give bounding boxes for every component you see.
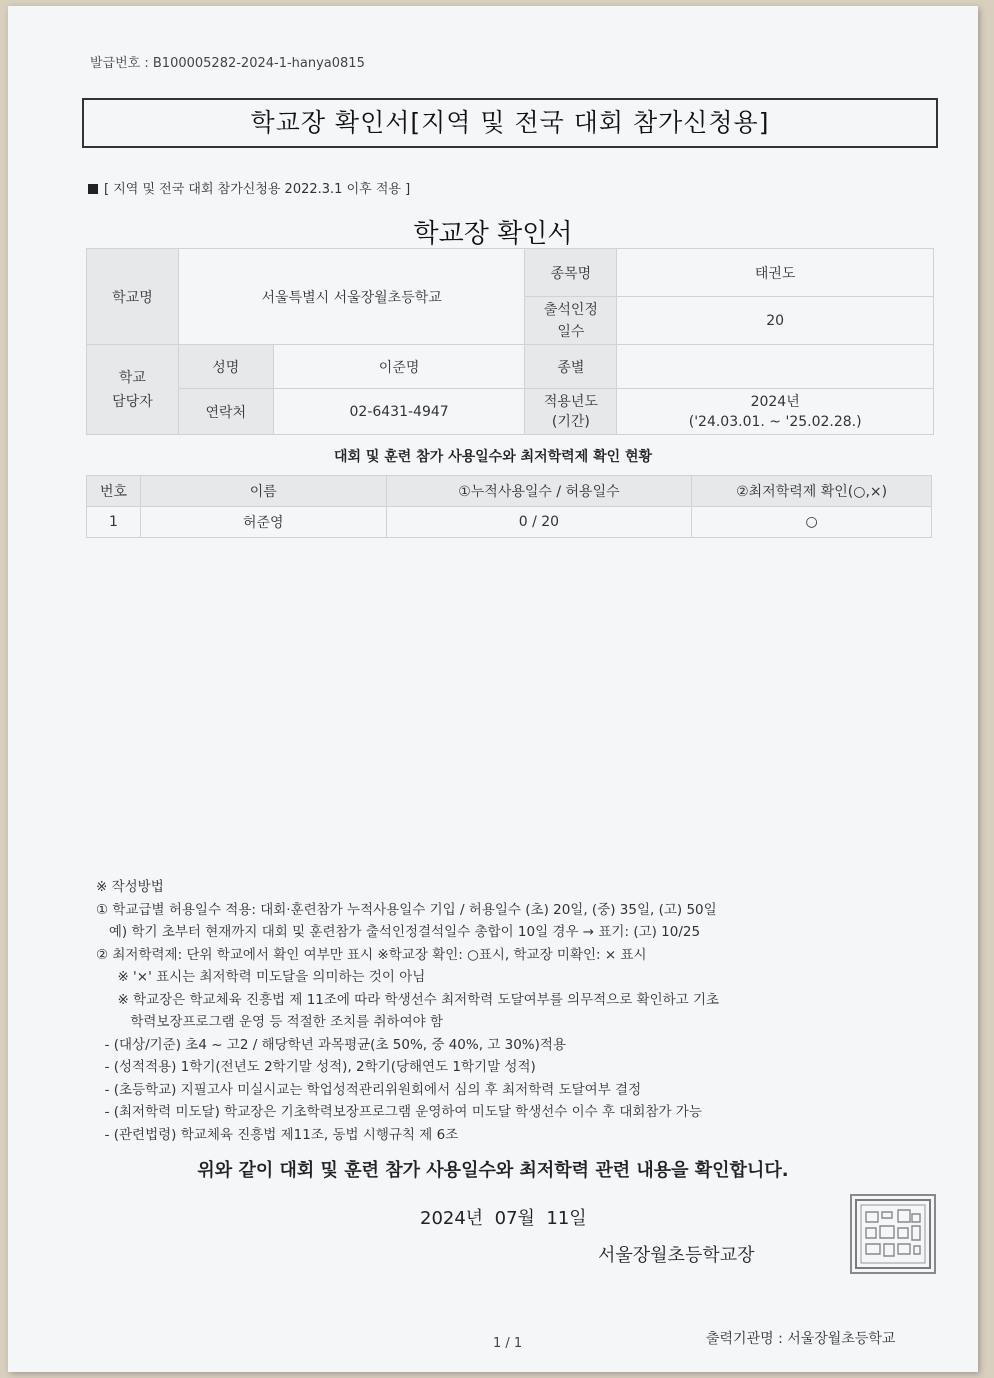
subtitle: [ 지역 및 전국 대회 참가신청용 2022.3.1 이후 적용 ] [104, 182, 411, 197]
category-value [617, 345, 934, 389]
subtitle-line [88, 178, 410, 197]
page-number: 1 / 1 [493, 1336, 523, 1351]
note-line: - (관련법령) 학교체육 진흥법 제11조, 동법 시행규칙 제 6조 [96, 1126, 459, 1143]
table-row [87, 507, 932, 538]
name-label: 성명 [178, 345, 273, 389]
bullet-square-icon [88, 184, 98, 194]
confirmation-statement: 위와 같이 대회 및 훈련 참가 사용일수와 최저학력 관련 내용을 확인합니다. [197, 1160, 789, 1181]
note-line: - (초등학교) 지필고사 미실시교는 학업성적관리위원회에서 심의 후 최저학력 도달여부 결정 [96, 1081, 642, 1098]
note-line: ※ 작성방법 [96, 879, 164, 895]
issuing-institution: 출력기관명 : 서울장월초등학교 [706, 1331, 896, 1347]
header-name: 이름 [140, 476, 386, 507]
note-line: 학력보장프로그램 운영 등 적절한 조치를 취하여야 함 [96, 1014, 443, 1030]
usage-table [86, 475, 932, 538]
writing-guide [96, 876, 896, 1146]
header-usage-days: ①누적사용일수 / 허용일수 [386, 476, 692, 507]
attend-label: 출석인정 일수 [525, 297, 617, 345]
year-label: 적용년도 (기간) [525, 389, 617, 435]
header-min-academic: ②최저학력제 확인(○,×) [692, 476, 932, 507]
manager-label: 학교 담당자 [87, 345, 179, 435]
attend-value: 20 [617, 297, 934, 345]
note-line: ※ 학교장은 학교체육 진흥법 제 11조에 따라 학생선수 최저학력 도달여부를 의무적으로 확인하고 기초 [96, 991, 720, 1008]
contact-label: 연락처 [178, 389, 273, 435]
event-label: 종목명 [525, 249, 617, 297]
issue-number: 발급번호 : B100005282-2024-1-hanya0815 [90, 56, 365, 71]
note-line: - (최저학력 미도달) 학교장은 기초학력보장프로그램 운영하여 미도달 학생선수 이수 후 대회참가 가능 [96, 1104, 702, 1120]
name-value: 이준명 [273, 345, 525, 389]
event-value: 태권도 [617, 249, 934, 297]
row-number: 1 [87, 507, 141, 538]
school-value: 서울특별시 서울장월초등학교 [178, 249, 525, 345]
document-page [8, 6, 978, 1372]
category-label: 종별 [525, 345, 617, 389]
note-line: 예) 학기 초부터 현재까지 대회 및 훈련참가 출석인정결석일수 총합이 10일 경우 → 표기: (고) 10/25 [96, 924, 701, 940]
issue-date: 2024년 07월 11일 [420, 1208, 587, 1229]
seal-icon [852, 1196, 934, 1272]
form-title: 학교장 확인서 [413, 219, 573, 249]
school-label: 학교명 [87, 249, 179, 345]
year-value: 2024년 ('24.03.01. ~ '25.02.28.) [617, 389, 934, 435]
note-line: ② 최저학력제: 단위 학교에서 확인 여부만 표시 ※학교장 확인: ○표시, 학교장 미확인: × 표시 [96, 946, 647, 963]
contact-value: 02-6431-4947 [273, 389, 525, 435]
info-table [86, 248, 934, 435]
note-line: - (성적적용) 1학기(전년도 2학기말 성적), 2학기(당해연도 1학기말 성적) [96, 1059, 536, 1075]
main-title: 학교장 확인서[지역 및 전국 대회 참가신청용] [82, 98, 938, 148]
note-line: ※ '×' 표시는 최저학력 미도달을 의미하는 것이 아님 [96, 969, 426, 985]
note-line: - (대상/기준) 초4 ~ 고2 / 해당학년 과목평균(초 50%, 중 40%, 고 30%)적용 [96, 1036, 566, 1053]
official-seal [850, 1194, 936, 1274]
signature-school: 서울장월초등학교장 [598, 1245, 755, 1266]
note-line: ① 학교급별 허용일수 적용: 대회·훈련참가 누적사용일수 기입 / 허용일수 (초) 20일, (중) 35일, (고) 50일 [96, 901, 717, 918]
usage-title: 대회 및 훈련 참가 사용일수와 최저학력제 확인 현황 [333, 449, 653, 465]
header-number: 번호 [87, 476, 141, 507]
usage-header-row [87, 476, 932, 507]
row-usage-days: 0 / 20 [386, 507, 692, 538]
row-min-academic: ○ [692, 507, 932, 538]
row-name: 허준영 [140, 507, 386, 538]
